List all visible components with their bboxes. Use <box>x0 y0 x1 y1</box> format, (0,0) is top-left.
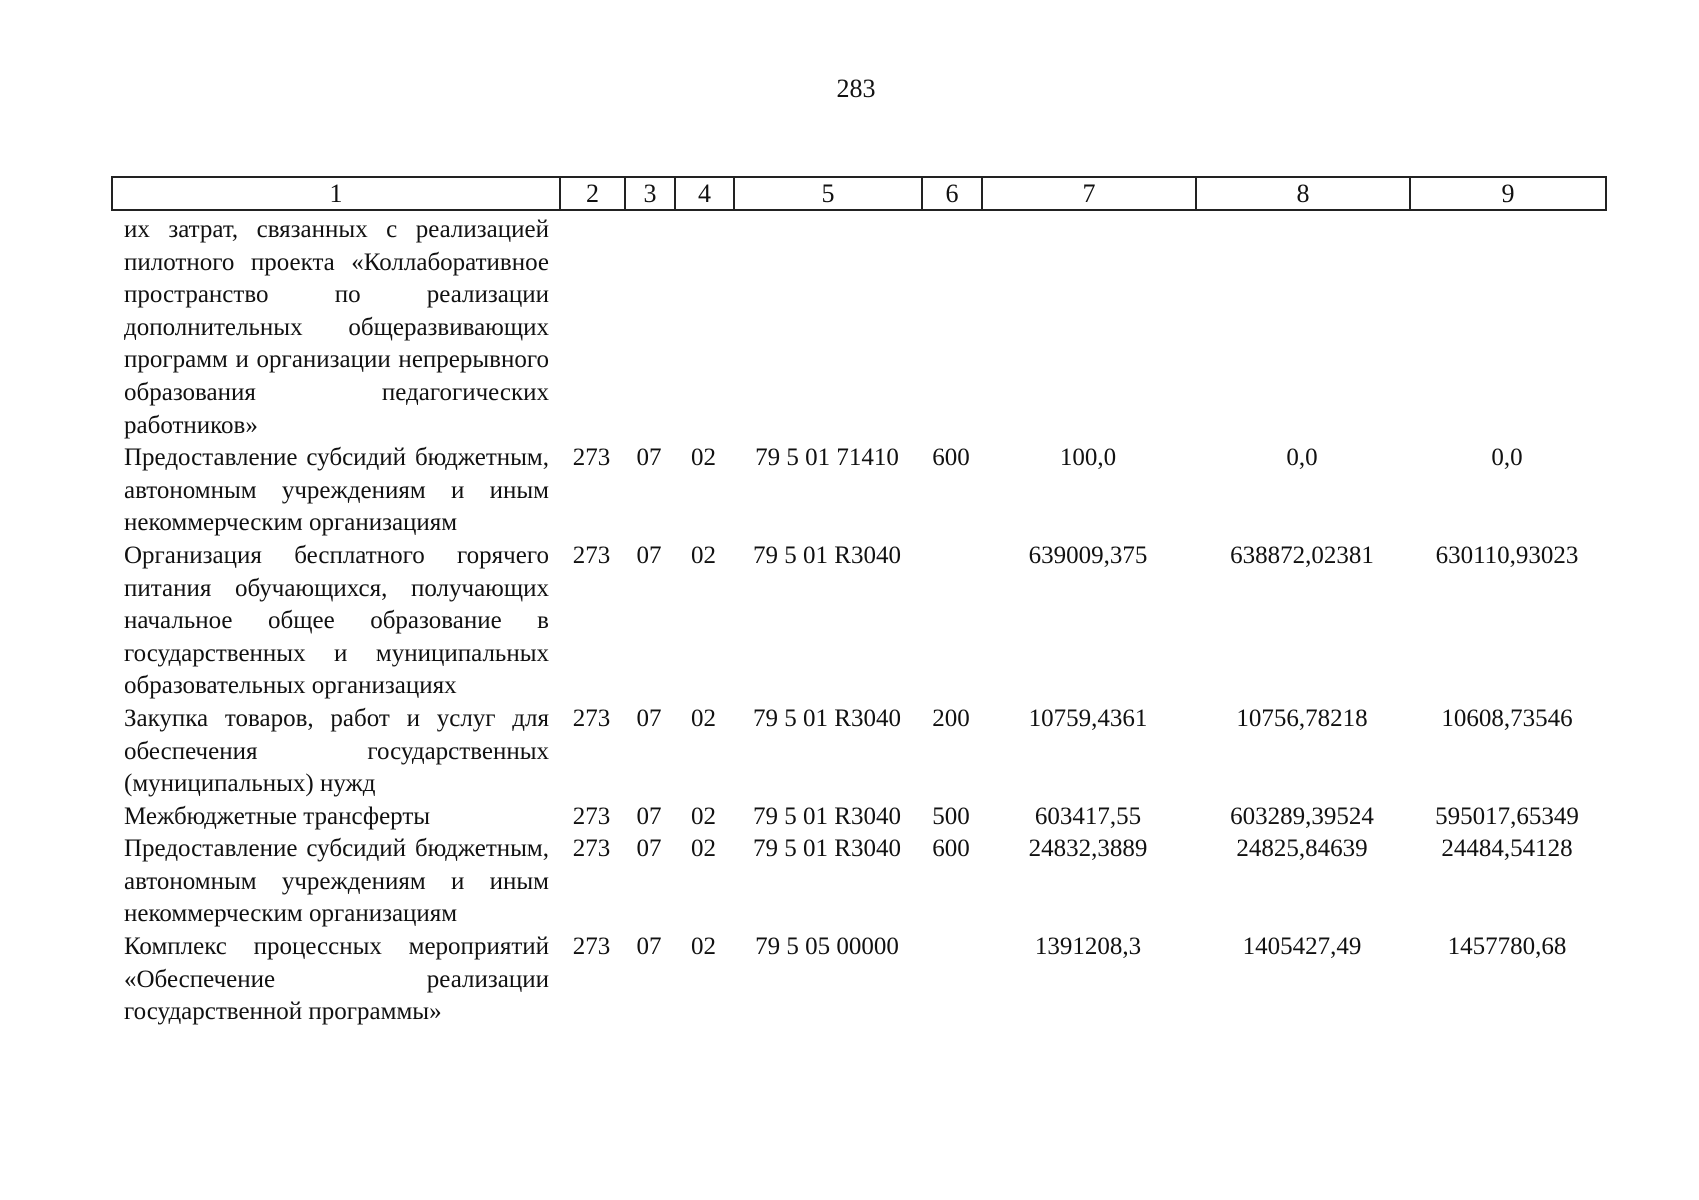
section-code: 07 <box>636 444 662 472</box>
ministry-code: 273 <box>572 933 611 961</box>
expense-type-code: 600 <box>932 835 970 863</box>
amount-col-8: 638872,02381 <box>1230 541 1374 569</box>
subsection-code: 02 <box>691 933 716 961</box>
amount-col-8: 10756,78218 <box>1236 704 1368 732</box>
subsection-code: 02 <box>691 835 716 863</box>
amount-col-8 <box>1195 214 1409 442</box>
expense-type-code: 600 <box>932 444 970 472</box>
expense-type-code: 200 <box>932 704 970 732</box>
amount-col-7: 24832,3889 <box>1028 835 1148 863</box>
table-row <box>111 540 1605 703</box>
ministry-code: 273 <box>572 802 611 830</box>
column-header-3: 3 <box>625 177 675 210</box>
amount-col-7 <box>981 214 1195 442</box>
column-header-4: 4 <box>675 177 734 210</box>
subsection-code: 02 <box>691 704 716 732</box>
target-article-code: 79 5 01 R3040 <box>753 704 901 732</box>
column-header-row <box>111 176 1607 211</box>
column-header-7: 7 <box>982 177 1196 210</box>
amount-col-9: 10608,73546 <box>1441 704 1573 732</box>
ministry-code: 273 <box>572 541 611 569</box>
amount-col-8: 1405427,49 <box>1242 933 1362 961</box>
ministry-code: 273 <box>572 835 611 863</box>
amount-col-9: 1457780,68 <box>1447 933 1567 961</box>
amount-col-8: 603289,39524 <box>1230 802 1374 830</box>
subsection-code <box>674 214 733 442</box>
amount-col-9 <box>1409 214 1605 442</box>
amount-col-7: 10759,4361 <box>1028 704 1148 732</box>
target-article-code: 79 5 01 R3040 <box>753 835 901 863</box>
amount-col-9: 24484,54128 <box>1441 835 1573 863</box>
target-article-code: 79 5 01 71410 <box>755 444 899 472</box>
column-header-2: 2 <box>560 177 625 210</box>
column-header-5: 5 <box>734 177 922 210</box>
table-row <box>111 442 1605 540</box>
amount-col-9: 595017,65349 <box>1435 802 1579 830</box>
ministry-code <box>559 214 624 442</box>
amount-col-7: 639009,375 <box>1028 541 1148 569</box>
ministry-code: 273 <box>572 704 611 732</box>
item-name: Предоставление субсидий бюджетным, автономным учреждениям и иным некоммерческим организациям <box>124 835 549 928</box>
column-header-9: 9 <box>1410 177 1606 210</box>
column-header-8: 8 <box>1196 177 1410 210</box>
item-name: Предоставление субсидий бюджетным, автономным учреждениям и иным некоммерческим организациям <box>124 444 549 537</box>
amount-col-8: 24825,84639 <box>1236 835 1368 863</box>
item-name: Закупка товаров, работ и услуг для обеспечения государственных (муниципальных) нужд <box>124 704 549 798</box>
ministry-code: 273 <box>572 444 611 472</box>
expense-type-code <box>921 540 981 703</box>
item-name: их затрат, связанных с реализацией пилотного проекта «Коллаборативное пространство по реализации дополнительных общеразвивающих программ и организации непрерывного образования педагогических работников» <box>124 216 549 439</box>
section-code: 07 <box>636 933 662 961</box>
budget-table <box>111 214 1605 1029</box>
page-number: 283 <box>836 74 876 103</box>
section-code <box>624 214 674 442</box>
table-row <box>111 214 1605 442</box>
subsection-code: 02 <box>691 444 716 472</box>
table-row <box>111 833 1605 931</box>
amount-col-7: 1391208,3 <box>1034 933 1142 961</box>
target-article-code <box>733 214 921 442</box>
expense-type-code: 500 <box>932 802 970 830</box>
column-header-1: 1 <box>112 177 560 210</box>
table-row <box>111 931 1605 1029</box>
amount-col-9: 630110,93023 <box>1435 541 1579 569</box>
section-code: 07 <box>636 541 662 569</box>
section-code: 07 <box>636 835 662 863</box>
item-name: Организация бесплатного горячего питания обучающихся, получающих начальное общее образование в государственных и муниципальных образовательных организациях <box>124 541 549 700</box>
target-article-code: 79 5 05 00000 <box>755 933 899 961</box>
amount-col-9: 0,0 <box>1491 444 1523 472</box>
amount-col-7: 603417,55 <box>1034 802 1142 830</box>
item-name: Межбюджетные трансферты <box>124 802 431 830</box>
amount-col-7: 100,0 <box>1059 444 1117 472</box>
column-header-6: 6 <box>922 177 982 210</box>
item-name: Комплекс процессных мероприятий «Обеспечение реализации государственной программы» <box>124 933 549 1026</box>
section-code: 07 <box>636 802 662 830</box>
target-article-code: 79 5 01 R3040 <box>753 802 901 830</box>
target-article-code: 79 5 01 R3040 <box>753 541 901 569</box>
amount-col-8: 0,0 <box>1286 444 1318 472</box>
expense-type-code <box>921 931 981 1029</box>
section-code: 07 <box>636 704 662 732</box>
subsection-code: 02 <box>691 802 716 830</box>
table-row <box>111 801 1605 834</box>
table-row <box>111 703 1605 801</box>
subsection-code: 02 <box>691 541 716 569</box>
expense-type-code <box>921 214 981 442</box>
